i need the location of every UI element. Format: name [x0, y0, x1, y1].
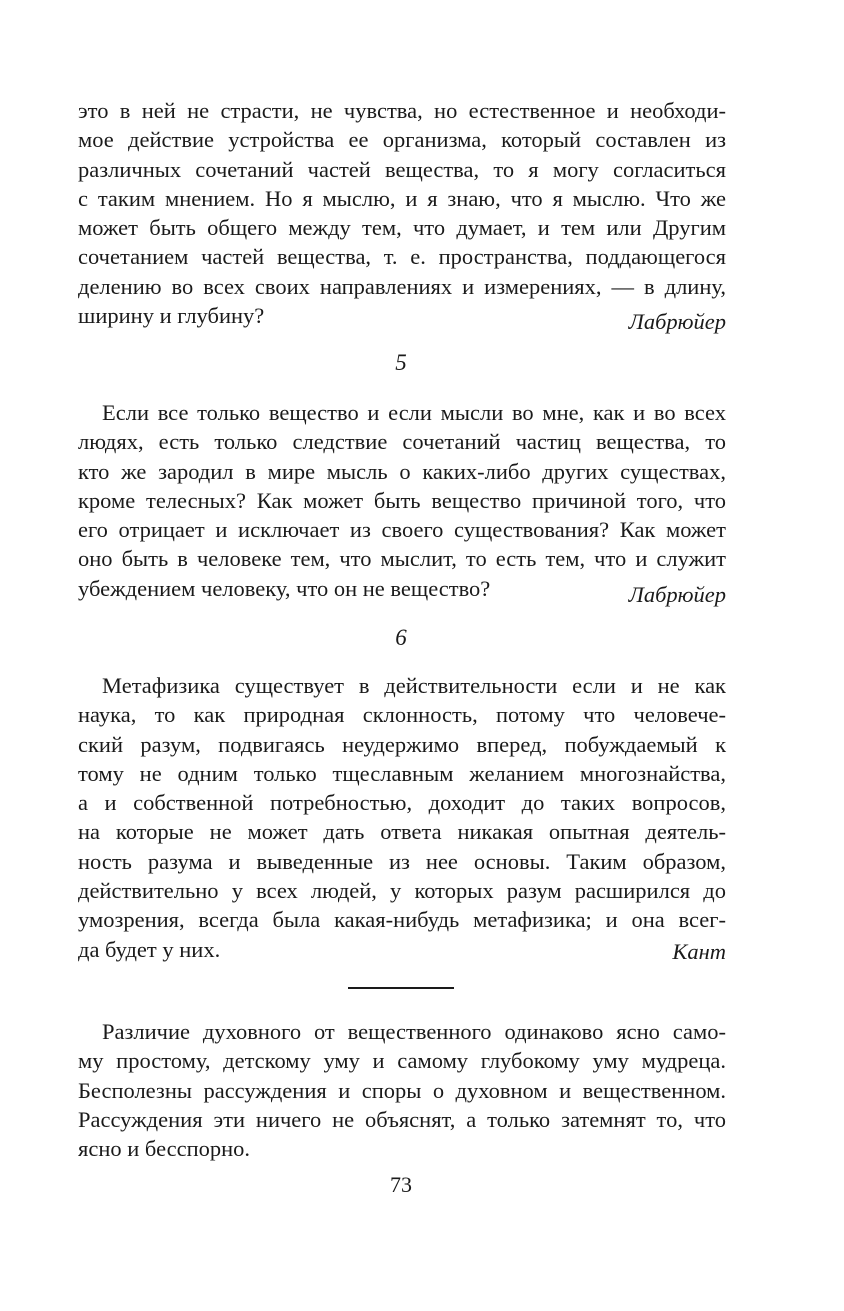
- text-line: оно быть в человеке тем, что мыслит, то есть тем, что и служит: [78, 546, 726, 572]
- section-number: 6: [395, 625, 407, 650]
- text-line: му простому, детскому уму и самому глубокому уму мудреца.: [78, 1048, 726, 1074]
- text-line: людях, есть только следствие сочетаний частиц вещества, то: [78, 429, 726, 455]
- text-line: тому не одним только тщеславным желанием многознайства,: [78, 760, 726, 786]
- text-line: действительно у всех людей, у которых разум расширился до: [78, 878, 726, 904]
- text-line: это в ней не страсти, не чувства, но естественное и необходи-: [78, 98, 726, 123]
- section-divider: [348, 987, 454, 989]
- text-line: Различие духовного от вещественного одинаково ясно само-: [102, 1019, 726, 1044]
- page-number: 73: [390, 1172, 412, 1197]
- text-line: с таким мнением. Но я мыслю, и я знаю, что я мыслю. Что же: [78, 185, 726, 211]
- paragraph-section-6: [78, 671, 726, 964]
- text-line: может быть общего между тем, что думает, и тем или Другим: [78, 215, 726, 241]
- paragraph-section-5: [78, 398, 726, 603]
- text-line: ский разум, подвигаясь неудержимо вперед, побуждаемый к: [78, 731, 726, 757]
- text-line: убеждением человеку, что он не вещество?: [78, 575, 491, 601]
- paragraph-closing: [78, 1017, 726, 1163]
- text-line: мое действие устройства ее организма, который составлен из: [78, 127, 726, 153]
- text-line: наука, то как природная склонность, потому что человече-: [78, 702, 726, 728]
- text-line: на которые не может дать ответа никакая опытная деятель-: [78, 819, 726, 845]
- text-line: кроме телесных? Как может быть вещество причиной того, что: [78, 487, 726, 513]
- text-line: а и собственной потребностью, доходит до таких вопросов,: [78, 790, 726, 816]
- author-attribution: Лабрюйер: [628, 582, 726, 607]
- section-number: 5: [395, 350, 407, 375]
- text-line: его отрицает и исключает из своего существования? Как может: [78, 517, 726, 543]
- text-line: умозрения, всегда была какая-нибудь метафизика; и она всег-: [78, 907, 726, 933]
- text-line: Метафизика существует в действительности если и не как: [102, 673, 726, 698]
- text-line: Рассуждения эти ничего не объяснят, а только затемнят то, что: [78, 1106, 726, 1132]
- text-line: ширину и глубину?: [78, 303, 265, 329]
- text-line: да будет у них.: [78, 936, 221, 962]
- text-line: сочетанием частей вещества, т. е. пространства, поддающегося: [78, 244, 726, 270]
- text-line: кто же зародил в мире мысль о каких-либо других существах,: [78, 458, 726, 484]
- author-attribution: Лабрюйер: [628, 309, 726, 334]
- text-line: Если все только вещество и если мысли во мне, как и во всех: [102, 400, 726, 425]
- author-attribution: Кант: [672, 939, 726, 964]
- text-line: различных сочетаний частей вещества, то я могу согласиться: [78, 156, 726, 182]
- text-line: Бесполезны рассуждения и споры о духовном и вещественном.: [78, 1077, 726, 1103]
- text-line: делению во всех своих направлениях и измерениях, — в длину,: [78, 273, 726, 299]
- text-line: ность разума и выведенные из нее основы. Таким образом,: [78, 848, 726, 874]
- paragraph-section-4-continued: [78, 96, 726, 330]
- text-line: ясно и бесспорно.: [78, 1136, 251, 1162]
